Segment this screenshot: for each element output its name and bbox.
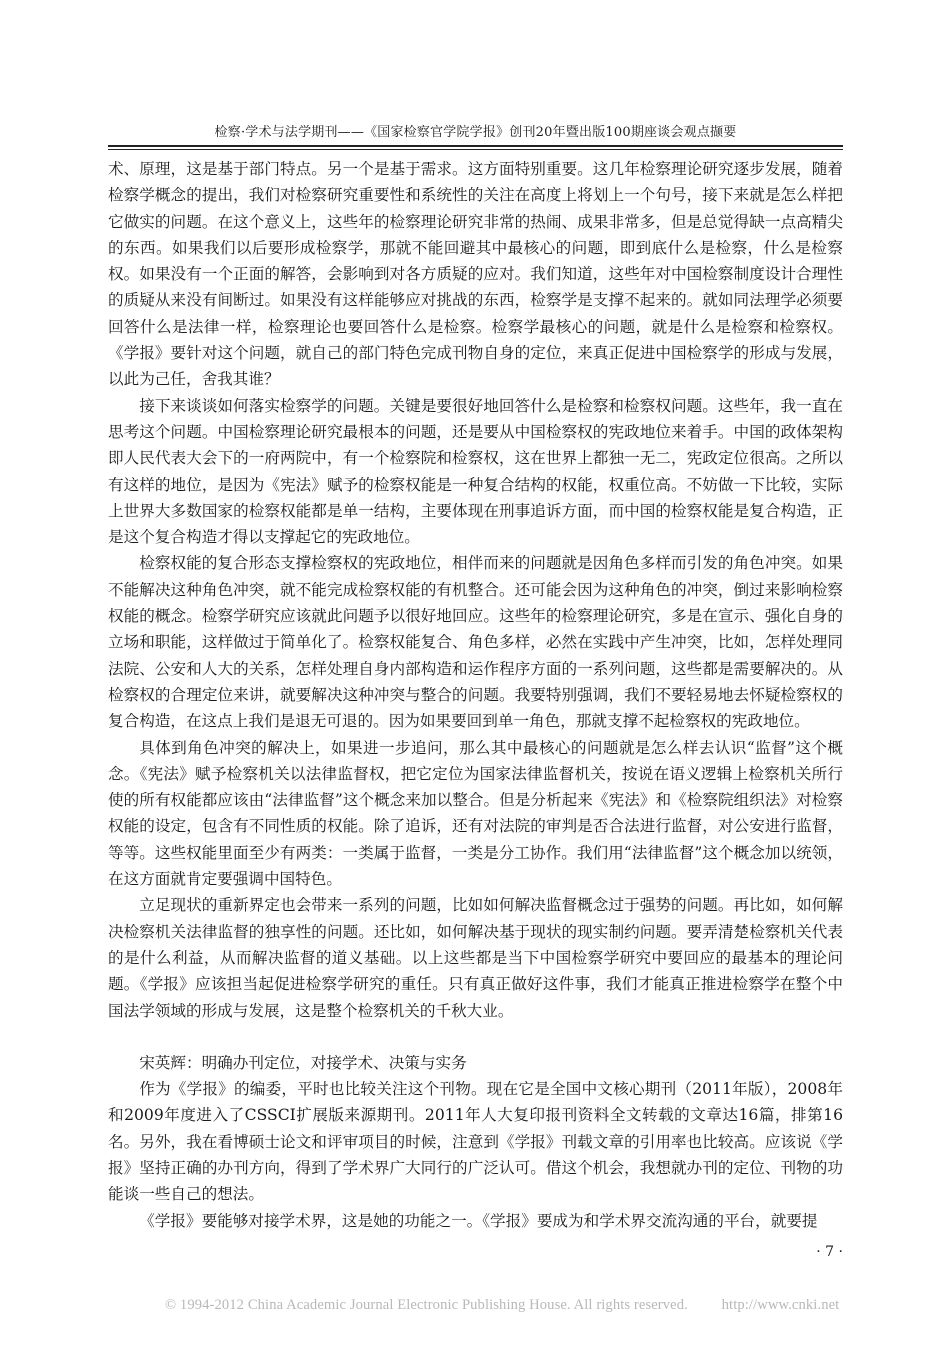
header-rule-thick xyxy=(108,145,843,147)
paragraph-3: 检察权能的复合形态支撑检察权的宪政地位，相伴而来的问题就是因角色多样而引发的角色冲突。如果不能解决这种角色冲突，就不能完成检察权能的有机整合。还可能会因为这种角色的冲突，倒过来影响检察权能的概念。检察学研究应该就此问题予以很好地回应。这些年的检察理论研究，多是在宣示、强化自身的立场和职能，这样做过于简单化了。检察权能复合、角色多样，必然在实践中产生冲突，比如，怎样处理同法院、公安和人大的关系，怎样处理自身内部构造和运作程序方面的一系列问题，这些都是需要解决的。从检察权的合理定位来讲，就要解决这种冲突与整合的问题。我要特别强调，我们不要轻易地去怀疑检察权的复合构造，在这点上我们是退无可退的。因为如果要回到单一角色，那就支撑不起检察权的宪政地位。 xyxy=(108,554,843,731)
section-heading: 宋英辉：明确办刊定位，对接学术、决策与实务 xyxy=(139,1053,467,1072)
copyright-text: © 1994-2012 China Academic Journal Electronic Publishing House. All rights reserved. xyxy=(165,1297,688,1313)
article-body xyxy=(108,156,843,1234)
source-url: http://www.cnki.net xyxy=(721,1297,840,1313)
paragraph-1: 术、原理，这是基于部门特点。另一个是基于需求。这方面特别重要。这几年检察理论研究逐步发展，随着检察学概念的提出，我们对检察研究重要性和系统性的关注在高度上将划上一个句号，接下来就是怎么样把它做实的问题。在这个意义上，这些年的检察理论研究非常的热闹、成果非常多，但是总觉得缺一点高精尖的东西。如果我们以后要形成检察学，那就不能回避其中最核心的问题，即到底什么是检察，什么是检察权。如果没有一个正面的解答，会影响到对各方质疑的应对。我们知道，这些年对中国检察制度设计合理性的质疑从来没有间断过。如果没有这样能够应对挑战的东西，检察学是支撑不起来的。就如同法理学必须要回答什么是法律一样，检察理论也要回答什么是检察。检察学最核心的问题，就是什么是检察和检察权。《学报》要针对这个问题，就自己的部门特色完成刊物自身的定位，来真正促进中国检察学的形成与发展，以此为己任，舍我其谁？ xyxy=(108,160,843,389)
paragraph-4: 具体到角色冲突的解决上，如果进一步追问，那么其中最核心的问题就是怎么样去认识“监督”这个概念。《宪法》赋予检察机关以法律监督权，把它定位为国家法律监督机关，按说在语义逻辑上检察机关所行使的所有权能都应该由“法律监督”这个概念来加以整合。但是分析起来《宪法》和《检察院组织法》对检察权能的设定，包含有不同性质的权能。除了追诉，还有对法院的审判是否合法进行监督，对公安进行监督，等等。这些权能里面至少有两类：一类属于监督，一类是分工协作。我们用“法律监督”这个概念加以统领，在这方面就肯定要强调中国特色。 xyxy=(108,738,843,889)
header-rule-thin xyxy=(108,149,843,150)
paragraph-2: 接下来谈谈如何落实检察学的问题。关键是要很好地回答什么是检察和检察权问题。这些年，我一直在思考这个问题。中国检察理论研究最根本的问题，还是要从中国检察权的宪政地位来着手。中国的政体架构即人民代表大会下的一府两院中，有一个检察院和检察权，这在世界上都独一无二，宪政定位很高。之所以有这样的地位，是因为《宪法》赋予的检察权能是一种复合结构的权能，权重位高。不妨做一下比较，实际上世界大多数国家的检察权能都是单一结构，主要体现在刑事追诉方面，而中国的检察权能是复合构造，正是这个复合构造才得以支撑起它的宪政地位。 xyxy=(108,396,843,547)
paragraph-5: 立足现状的重新界定也会带来一系列的问题，比如如何解决监督概念过于强势的问题。再比如，如何解决检察机关法律监督的独享性的问题。还比如，如何解决基于现状的现实制约问题。要弄清楚检察机关代表的是什么利益，从而解决监督的道义基础。以上这些都是当下中国检察学研究中要回应的最基本的理论问题。《学报》应该担当起促进检察学研究的重任。只有真正做好这件事，我们才能真正推进检察学在整个中国法学领域的形成与发展，这是整个检察机关的千秋大业。 xyxy=(108,896,843,1020)
section-paragraph-1: 作为《学报》的编委，平时也比较关注这个刊物。现在它是全国中文核心期刊（2011年版），2008年和2009年度进入了CSSCI扩展版来源期刊。2011年人大复印报刊资料全文转载的文章达16篇，排第16名。另外，我在看博硕士论文和评审项目的时候，注意到《学报》刊载文章的引用率也比较高。应该说《学报》坚持正确的办刊方向，得到了学术界广大同行的广泛认可。借这个机会，我想就办刊的定位、刊物的功能谈一些自己的想法。 xyxy=(108,1080,843,1204)
running-header: 检察·学术与法学期刊——《国家检察官学院学报》创刊20年暨出版100期座谈会观点撷要 xyxy=(214,125,737,140)
footer-watermark xyxy=(165,1297,865,1314)
section-paragraph-2: 《学报》要能够对接学术界，这是她的功能之一。《学报》要成为和学术界交流沟通的平台，就要提 xyxy=(139,1211,818,1230)
page-number: · 7 · xyxy=(816,1244,843,1260)
